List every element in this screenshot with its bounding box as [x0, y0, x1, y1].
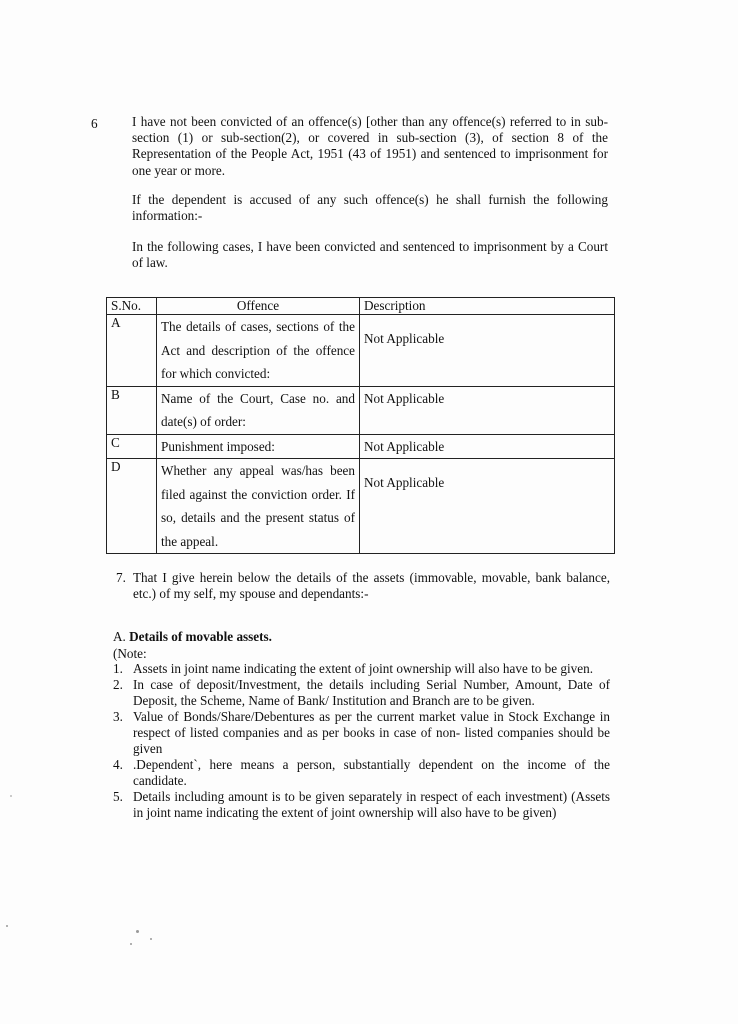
table-header-row	[107, 298, 615, 315]
table-row	[107, 315, 615, 387]
list-item-text: Assets in joint name indicating the extent of joint ownership will also have to be given.	[133, 661, 594, 676]
list-item-number: 3.	[113, 709, 123, 724]
list-item-text: Details including amount is to be given separately in respect of each investment) (Assets in joint name indicating the extent of joint ownership will also have to be given)	[133, 789, 610, 820]
row-offence: Whether any appeal was/has been filed against the conviction order. If so, details and the present status of the appeal.	[157, 459, 360, 554]
scan-speck	[130, 943, 132, 945]
heading-prefix: A.	[113, 629, 126, 644]
list-item-number: 2.	[113, 677, 123, 692]
assets-declaration	[116, 570, 610, 602]
note-label: (Note:	[113, 646, 147, 661]
list-item-number: 5.	[113, 789, 123, 804]
row-offence: Name of the Court, Case no. and date(s) of order:	[157, 386, 360, 434]
header-sno: S.No.	[107, 298, 157, 315]
row-description: Not Applicable	[360, 459, 615, 554]
list-item-text: In case of deposit/Investment, the details including Serial Number, Amount, Date of Deposit, the Scheme, Name of Bank/ Institution and Branch are to be given.	[133, 677, 610, 708]
table-row	[107, 434, 615, 459]
list-item	[113, 757, 610, 789]
header-description: Description	[360, 298, 615, 315]
list-item	[113, 677, 610, 709]
list-item	[113, 661, 610, 677]
conviction-declaration: I have not been convicted of an offence(s) [other than any offence(s) referred to in sub-section (1) or sub-section(2), or covered in sub-section (3), of section 8 of the Representation of the People Act, 1951 (43 of 1951) and sentenced to imprisonment for one year or more.	[132, 114, 608, 178]
scan-speck	[136, 930, 139, 933]
row-offence: Punishment imposed:	[157, 434, 360, 459]
list-item-text: Value of Bonds/Share/Debentures as per the current market value in Stock Exchange in respect of listed companies and as per books in case of non- listed companies should be given	[133, 709, 610, 756]
row-offence: The details of cases, sections of the Act and description of the offence for which convicted:	[157, 315, 360, 387]
header-offence: Offence	[157, 298, 360, 315]
table-row	[107, 459, 615, 554]
list-item-number: 1.	[113, 661, 123, 676]
conviction-table	[106, 297, 615, 554]
cases-intro: In the following cases, I have been convicted and sentenced to imprisonment by a Court of law.	[132, 239, 608, 271]
list-item-text: .Dependent`, here means a person, substantially dependent on the income of the candidate.	[133, 757, 610, 788]
list-item	[113, 789, 610, 821]
row-description: Not Applicable	[360, 315, 615, 387]
list-item	[113, 709, 610, 757]
section-number: 6	[91, 116, 98, 131]
notes-list	[113, 661, 610, 821]
section-number: 7.	[116, 570, 126, 585]
row-description: Not Applicable	[360, 386, 615, 434]
row-sno: A	[107, 315, 157, 387]
assets-declaration-text: That I give herein below the details of the assets (immovable, movable, bank balance, etc.) of my self, my spouse and dependants:-	[133, 570, 610, 602]
row-description: Not Applicable	[360, 434, 615, 459]
scan-speck	[6, 925, 8, 927]
table-row	[107, 386, 615, 434]
movable-assets-heading	[113, 629, 613, 645]
scan-speck	[10, 795, 12, 797]
row-sno: D	[107, 459, 157, 554]
row-sno: C	[107, 434, 157, 459]
scan-speck	[150, 938, 152, 940]
list-item-number: 4.	[113, 757, 123, 772]
row-sno: B	[107, 386, 157, 434]
dependent-note: If the dependent is accused of any such offence(s) he shall furnish the following information:-	[132, 192, 608, 224]
heading-title: Details of movable assets.	[129, 629, 272, 644]
